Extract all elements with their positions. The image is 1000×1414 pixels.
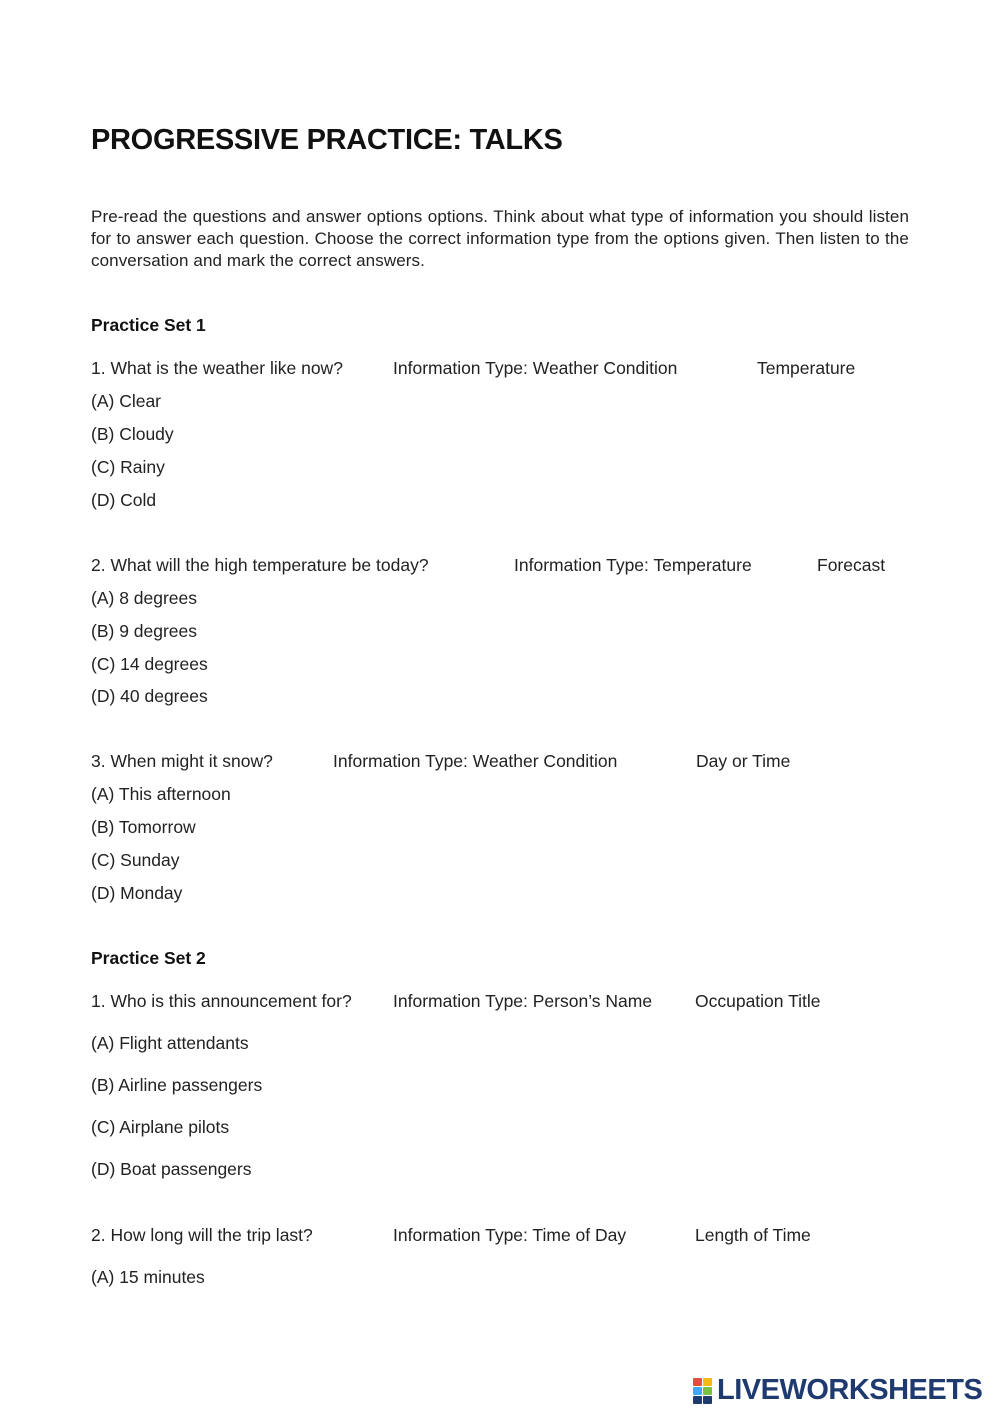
- alt-type-option[interactable]: Occupation Title: [695, 991, 821, 1011]
- answer-option[interactable]: (A) 15 minutes: [91, 1267, 205, 1287]
- question-text: 1. What is the weather like now?: [91, 358, 343, 378]
- answer-option[interactable]: (B) Airline passengers: [91, 1075, 263, 1095]
- answer-option[interactable]: (A) Clear: [91, 391, 162, 411]
- info-type-option[interactable]: Information Type: Time of Day: [393, 1225, 627, 1245]
- answer-option[interactable]: (B) Cloudy: [91, 424, 174, 444]
- question-row: [91, 991, 951, 1015]
- set-heading-2: Practice Set 2: [91, 948, 206, 968]
- instructions-paragraph: Pre-read the questions and answer options options. Think about what type of information you should listen for to answer each question. Choose the correct information type from the options given. Then listen to the conversation and mark the correct answers.: [91, 207, 909, 270]
- answer-option[interactable]: (C) Sunday: [91, 850, 180, 870]
- answer-option[interactable]: (A) 8 degrees: [91, 588, 198, 608]
- info-type-option[interactable]: Information Type: Temperature: [514, 555, 752, 575]
- alt-type-option[interactable]: Length of Time: [695, 1225, 811, 1245]
- answer-option[interactable]: (C) Rainy: [91, 457, 165, 477]
- question-row: [91, 358, 951, 382]
- alt-type-option[interactable]: Day or Time: [696, 751, 791, 771]
- answer-option[interactable]: (C) 14 degrees: [91, 654, 208, 674]
- answer-option[interactable]: (D) Cold: [91, 490, 157, 510]
- answer-option[interactable]: (C) Airplane pilots: [91, 1117, 230, 1137]
- question-text: 1. Who is this announcement for?: [91, 991, 352, 1011]
- answer-option[interactable]: (D) 40 degrees: [91, 686, 208, 706]
- alt-type-option[interactable]: Forecast: [817, 555, 886, 575]
- question-row: [91, 555, 951, 579]
- info-type-option[interactable]: Information Type: Person’s Name: [393, 991, 653, 1011]
- answer-option[interactable]: (D) Monday: [91, 883, 183, 903]
- alt-type-option[interactable]: Temperature: [757, 358, 856, 378]
- question-row: [91, 1225, 951, 1249]
- question-text: 2. What will the high temperature be today?: [91, 555, 429, 575]
- question-text: 3. When might it snow?: [91, 751, 273, 771]
- set-heading-1: Practice Set 1: [91, 315, 206, 335]
- logo-text: LIVEWORKSHEETS: [717, 1373, 983, 1406]
- answer-option[interactable]: (A) This afternoon: [91, 784, 231, 804]
- question-row: [91, 751, 951, 775]
- answer-option[interactable]: (B) Tomorrow: [91, 817, 196, 837]
- info-type-option[interactable]: Information Type: Weather Condition: [393, 358, 678, 378]
- liveworksheets-logo[interactable]: [693, 1373, 982, 1407]
- liveworksheets-logo-icon: [693, 1376, 715, 1404]
- page-title: PROGRESSIVE PRACTICE: TALKS: [91, 124, 563, 156]
- question-text: 2. How long will the trip last?: [91, 1225, 313, 1245]
- answer-option[interactable]: (D) Boat passengers: [91, 1159, 252, 1179]
- answer-option[interactable]: (A) Flight attendants: [91, 1033, 249, 1053]
- answer-option[interactable]: (B) 9 degrees: [91, 621, 198, 641]
- info-type-option[interactable]: Information Type: Weather Condition: [333, 751, 618, 771]
